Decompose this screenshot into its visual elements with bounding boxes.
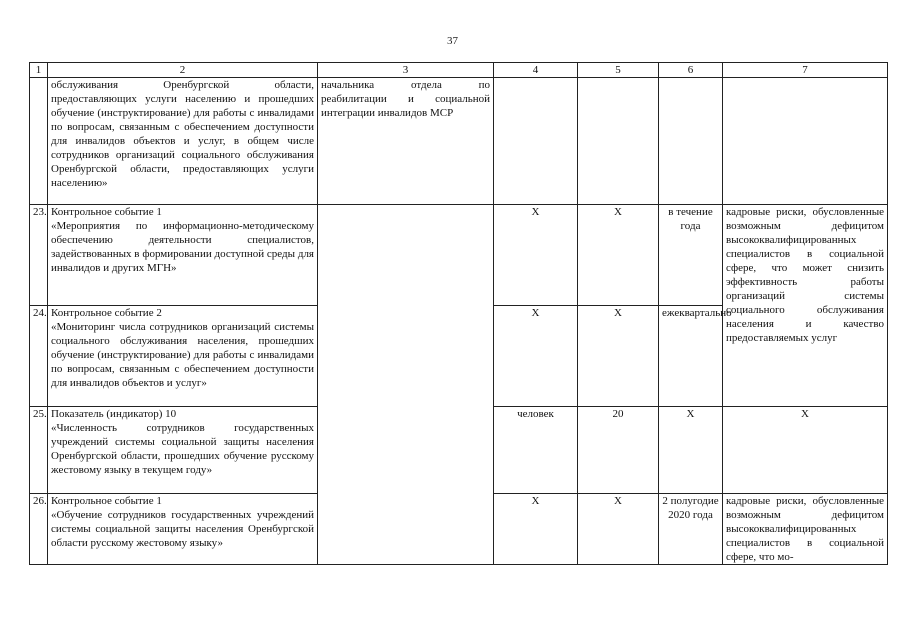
unit-cell — [494, 78, 578, 205]
value-cell: 20 — [578, 407, 659, 494]
unit-cell: Х — [494, 306, 578, 407]
row-number-cell — [30, 78, 48, 205]
row-number-cell: 24. — [30, 306, 48, 407]
indicator-body: «Численность сотрудников государственных учреждений системы социальной защиты населения Оренбургской области, прошедших обучение русскому жестовому языку в текущем году» — [51, 422, 314, 476]
description-cell — [48, 78, 318, 205]
value-cell: Х — [578, 494, 659, 565]
row-number-cell: 26. — [30, 494, 48, 565]
column-header-row — [30, 63, 888, 78]
responsible-text: начальника отдела по реабилитации и социальной интеграции инвалидов МСР — [321, 79, 490, 119]
indicator-title: Показатель (индикатор) 10 — [51, 408, 177, 420]
term-cell — [659, 78, 723, 205]
column-header-2: 2 — [48, 63, 318, 78]
term-cell: ежеквартально — [659, 306, 723, 407]
event-title: Контрольное событие 2 — [51, 307, 162, 319]
event-body: «Обучение сотрудников государственных учреждений системы социальной защиты населения Оренбургской области русскому жестовому языку» — [51, 509, 314, 549]
description-cell — [48, 205, 318, 306]
column-header-7: 7 — [723, 63, 888, 78]
value-cell: Х — [578, 205, 659, 306]
event-title: Контрольное событие 1 — [51, 206, 162, 218]
column-header-4: 4 — [494, 63, 578, 78]
term-cell: 2 полугодие 2020 года — [659, 494, 723, 565]
risk-cell: кадровые риски, обусловленные возможным дефицитом высококвалифицированных специалистов в социальной сфере, что может снизить эффективность работы организаций системы социального обслуживания населения и качество предоставляемых услуг — [723, 205, 888, 407]
value-cell — [578, 78, 659, 205]
risk-cell: кадровые риски, обусловленные возможным дефицитом высококвалифицированных специалистов в социальной сфере, что мо- — [723, 494, 888, 565]
description-cell — [48, 494, 318, 565]
table-row — [30, 78, 888, 205]
unit-cell: Х — [494, 205, 578, 306]
column-header-6: 6 — [659, 63, 723, 78]
risk-cell — [723, 78, 888, 205]
responsible-cell — [318, 78, 494, 205]
description-text: обслуживания Оренбургской области, предоставляющих услуги населению и прошедших обучение (инструктирование) для работы с инвалидами по вопросам, связанным с обеспечением доступности для инвалидов объектов и услуг, в общем числе сотрудников организаций социального обслуживания Оренбургской области, предоставляющих услуги населению» — [51, 79, 314, 189]
description-cell — [48, 306, 318, 407]
unit-cell: Х — [494, 494, 578, 565]
table-row — [30, 205, 888, 306]
row-number-cell: 23. — [30, 205, 48, 306]
column-header-1: 1 — [30, 63, 48, 78]
column-header-3: 3 — [318, 63, 494, 78]
description-cell — [48, 407, 318, 494]
page-number: 37 — [447, 35, 458, 47]
row-number-cell: 25. — [30, 407, 48, 494]
column-header-5: 5 — [578, 63, 659, 78]
program-table — [29, 62, 888, 565]
event-body: «Мониторинг числа сотрудников организаций системы социального обслуживания населения, прошедших обучение (инструктирование) для работы с инвалидами по вопросам, связанным с обеспечением доступности для инвалидов объектов и услуг» — [51, 321, 314, 389]
event-body: «Мероприятия по информационно-методическому обеспечению деятельности специалистов, задействованных в формировании доступной среды для инвалидов и других МГН» — [51, 220, 314, 274]
responsible-cell-merged — [318, 205, 494, 565]
event-title: Контрольное событие 1 — [51, 495, 162, 507]
term-cell: в течение года — [659, 205, 723, 306]
term-cell: Х — [659, 407, 723, 494]
value-cell: Х — [578, 306, 659, 407]
unit-cell: человек — [494, 407, 578, 494]
risk-cell: Х — [723, 407, 888, 494]
